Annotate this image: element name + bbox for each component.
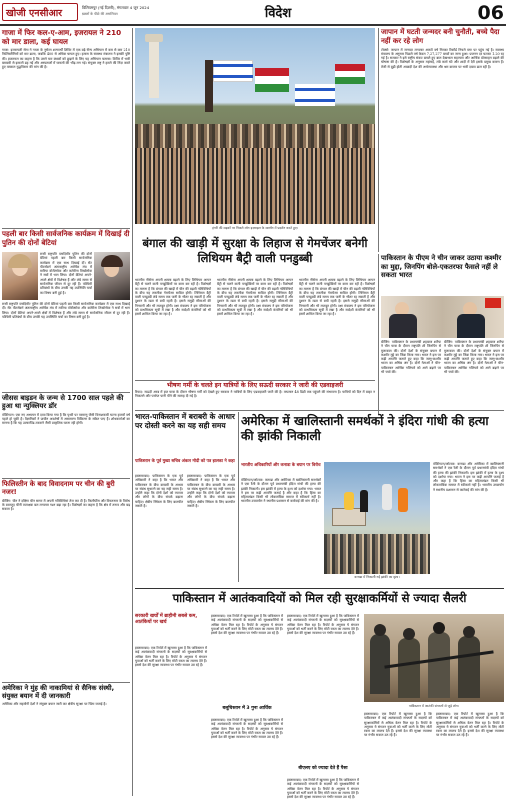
india-pak-headline: भारत-पाकिस्तान में बराबरी के आधार पर दोस्ती करने का यह सही समय bbox=[135, 412, 235, 431]
pak-china-body-col2: बीजिंग: पाकिस्तान के प्रधानमंत्री शहबाज शरीफ ने चीन यात्रा के दौरान राष्ट्रपति शी जिनपिंग से मुलाकात की। दोनों देशों के संयुक्त बयान में कश्मीर मुद्दे का जिक्र किया गया। भारत ने इस पर कड़ी आपत्ति जताते हुए कहा कि जम्मू-कश्मीर भारत का अभिन्न अंग है। दोनों नेताओं ने चीन-पाकिस्तान आर्थिक गलियारे को आगे बढ़ाने पर भी चर्चा की। bbox=[444, 340, 504, 375]
pak-salary-box1 bbox=[211, 706, 283, 716]
khalistan-headline-box bbox=[241, 414, 504, 460]
gaza-body: गाजा: इजरायली सेना ने गाजा के नुसेरत शरणार्थी शिविर में एक बड़े सैन्य अभियान में कम से कम 210 फिलिस्तीनियों को मार डाला, जबकि 400 से अधिक घायल हुए। हमास के स्वास्थ्य मंत्रालय ने इसकी पुष्टि की। इजरायल का कहना है कि उसने चार बंधकों को छुड़ाने के लिए यह अभियान चलाया। शिविर में भारी बमबारी से इमारतें ढह गईं और अस्पतालों में घायलों की भीड़ लग गई। संयुक्त राष्ट्र ने हमले की निंदा करते हुए तत्काल युद्धविराम की मांग की है। bbox=[2, 48, 130, 70]
bengal-body-block bbox=[135, 278, 375, 378]
china-headline: फिलिस्तीन के बाद विवादनाम पर चीन की बुरी नजर! bbox=[2, 480, 115, 497]
khalistan-kicker-box bbox=[241, 462, 321, 476]
khalistan-caption: कनाडा में निकाली गई झांकी का दृश्य। bbox=[354, 575, 400, 579]
india-pak-body-col1: इस्लामाबाद: पाकिस्तान के एक पूर्व अधिकारी ने कहा है कि भारत और पाकिस्तान के बीच बराबरी के आधार पर संबंध सुधारने का यह सही समय है। उन्होंने कहा कि दोनों देशों को व्यापार और लोगों के बीच संपर्क बढ़ाना चाहिए। क्षेत्रीय स्थिरता के लिए बातचीत जरूरी है। bbox=[135, 474, 183, 509]
putin-daughters-article bbox=[2, 230, 130, 390]
pak-china-headline: पाकिस्तान के पीएम ने चीन जाकर उठाया कश्मीर का मुद्दा, जिनपिंग बोले-एकतरफा फैसले नहीं ले सकता भारत bbox=[381, 254, 502, 280]
pak-militants-caption: पाकिस्तान में आतंकी संगठनों से जुड़े लोग। bbox=[408, 704, 460, 708]
us-body: अमेरिका और सहयोगी देशों ने संयुक्त बयान जारी कर क्षेत्रीय सुरक्षा पर चिंता जताई है। bbox=[2, 702, 107, 707]
israel-rally-photo bbox=[135, 28, 375, 224]
divider bbox=[135, 380, 375, 381]
india-pak-kicker: पाकिस्तान के पूर्व मुख्य सचिव अंकल मोदी को पत्र झलका ने कहा bbox=[135, 458, 235, 463]
us-article bbox=[2, 684, 130, 796]
logo-text: खोजी एनसीआर bbox=[6, 8, 63, 19]
putin-body: रूसी राष्ट्रपति व्लादिमीर पुतिन की दोनों बेटियां पहली बार किसी सार्वजनिक कार्यक्रम में एक साथ दिखाई दीं। सेंट पीटर्सबर्ग अंतरराष्ट्रीय आर्थिक मंच में मारिया वोरोंत्सोवा और कतेरीना तिखोनोवा ने सत्रों में भाग लिया। दोनों बेटियां अपने-अपने क्षेत्रों में विशेषज्ञ हैं और लंबे समय से सार्वजनिक जीवन से दूर रही हैं। पश्चिमी प्रतिबंधों के बीच उनकी यह उपस्थिति चर्चा का विषय बनी हुई है। bbox=[2, 302, 130, 319]
bengal-headline-box bbox=[135, 236, 375, 276]
pak-militants-photo bbox=[364, 614, 504, 702]
gaza-article bbox=[2, 28, 130, 228]
saudi-headline: भीषण गर्मी के चलते इन यात्रियों के लिए सऊदी सरकार ने जारी की एडवाइजरी bbox=[166, 382, 344, 389]
pak-salary-box1-title: बलूचिस्तान में 3 गुना आर्थिक bbox=[222, 706, 272, 711]
india-pak-body-col2: इस्लामाबाद: पाकिस्तान के एक पूर्व अधिकारी ने कहा है कि भारत और पाकिस्तान के बीच बराबरी के आधार पर संबंध सुधारने का यह सही समय है। उन्होंने कहा कि दोनों देशों को व्यापार और लोगों के बीच संपर्क बढ़ाना चाहिए। क्षेत्रीय स्थिरता के लिए बातचीत जरूरी है। bbox=[187, 474, 235, 509]
khalistan-kicker: भारतीय अधिकारियों और कनाडा के बयान पर विरोध bbox=[241, 462, 321, 467]
divider bbox=[2, 682, 130, 683]
pak-salary-box2 bbox=[287, 766, 359, 776]
biden-body: वॉशिंगटन: एक नए अध्ययन में दावा किया गया है कि पृथ्वी पर परमाणु जैसी विनाशकारी घटना हजारों वर्ष पहले हो चुकी है। वैज्ञानिकों ने प्राचीन अवशेषों में असामान्य विकिरण के संकेत पाए हैं। शोधकर्ताओं का मानना है कि यह उल्कापिंड टकराने जैसी प्राकृतिक घटना रही होगी। bbox=[2, 412, 130, 426]
gaza-headline: गाजा में फिर कल-ए-आम, इजरायल ने 210 को मार डाला, कई घायल bbox=[2, 28, 122, 46]
india-pak-kicker-box bbox=[135, 458, 235, 472]
pak-salary-kicker-box bbox=[135, 614, 207, 644]
saudi-advisory-box bbox=[135, 382, 375, 408]
masthead-rule bbox=[0, 24, 506, 26]
newspaper-logo bbox=[2, 3, 78, 21]
us-headline: अमेरिका ने मुंह की नाकामियां से सैनिक संस्थी, संयुक्त बयान में दी जानकारी bbox=[2, 684, 115, 701]
page-number: 06 bbox=[477, 2, 504, 24]
pak-china-body-col1: बीजिंग: पाकिस्तान के प्रधानमंत्री शहबाज शरीफ ने चीन यात्रा के दौरान राष्ट्रपति शी जिनपिंग से मुलाकात की। दोनों देशों के संयुक्त बयान में कश्मीर मुद्दे का जिक्र किया गया। भारत ने इस पर कड़ी आपत्ति जताते हुए कहा कि जम्मू-कश्मीर भारत का अभिन्न अंग है। दोनों नेताओं ने चीन-पाकिस्तान आर्थिक गलियारे को आगे बढ़ाने पर भी चर्चा की। bbox=[381, 340, 441, 375]
pak-china-body-block bbox=[381, 340, 504, 414]
china-article bbox=[2, 480, 130, 680]
pak-salary-body-col3b: इस्लामाबाद: एक रिपोर्ट में खुलासा हुआ है कि पाकिस्तान में कई आतंकवादी संगठनों के सदस्यों को सुरक्षाकर्मियों से अधिक वेतन मिल रहा है। रिपोर्ट के अनुसार ये संगठन युवाओं को भर्ती करने के लिए मोटी रकम का लालच देते हैं। इससे देश की सुरक्षा व्यवस्था पर गंभीर सवाल उठ रहे हैं। bbox=[287, 778, 359, 800]
pak-salary-body-col4: इस्लामाबाद: एक रिपोर्ट में खुलासा हुआ है कि पाकिस्तान में कई आतंकवादी संगठनों के सदस्यों को सुरक्षाकर्मियों से अधिक वेतन मिल रहा है। रिपोर्ट के अनुसार ये संगठन युवाओं को भर्ती करने के लिए मोटी रकम का लालच देते हैं। इससे देश की सुरक्षा व्यवस्था पर गंभीर सवाल उठ रहे हैं। bbox=[364, 712, 432, 738]
biden-headline: जीसस बाइडन के जन्म से 1700 साल पहले की हुआ था न्युक्लियर डॉर bbox=[2, 394, 124, 411]
pak-salary-body-col2: इस्लामाबाद: एक रिपोर्ट में खुलासा हुआ है कि पाकिस्तान में कई आतंकवादी संगठनों के सदस्यों को सुरक्षाकर्मियों से अधिक वेतन मिल रहा है। रिपोर्ट के अनुसार ये संगठन युवाओं को भर्ती करने के लिए मोटी रकम का लालच देते हैं। इससे देश की सुरक्षा व्यवस्था पर गंभीर सवाल उठ रहे हैं। bbox=[211, 614, 283, 636]
column-divider bbox=[132, 28, 133, 796]
japan-headline: जापान में घटती जन्मदर बनी चुनौती, बच्चे पैदा नहीं कर रहे लोग bbox=[381, 28, 500, 45]
date-line: विलियमपुर (नई दिल्ली), मंगलवार 4 जून 2024 bbox=[82, 5, 150, 10]
pak-salary-box2-title: बीएलए को ज्यादा देते हैं पैसा bbox=[298, 766, 348, 771]
japan-body: टोक्यो: जापान में जन्मदर लगातार आठवें वर्ष गिरकर रिकॉर्ड निचले स्तर पर पहुंच गई है। स्वास्थ्य मंत्रालय के अनुसार पिछले वर्ष केवल 7,27,277 बच्चों का जन्म हुआ। प्रजनन दर घटकर 1.20 रह गई है। सरकार ने इसे राष्ट्रीय संकट बताते हुए बाल देखभाल सहायता और आर्थिक प्रोत्साहन बढ़ाने की घोषणा की है। विशेषज्ञों के अनुसार महंगाई, लंबे कार्य घंटे और शादी में देरी इसके प्रमुख कारण हैं। तेजी से बूढ़ी होती आबादी देश की अर्थव्यवस्था और श्रम बाजार पर भारी दबाव डाल रही है। bbox=[381, 47, 504, 69]
khalistan-body-col2: वॉशिंगटन/ओटावा: कनाडा और अमेरिका में खालिस्तानी समर्थकों ने एक रैली के दौरान पूर्व प्रधानमंत्री इंदिरा गांधी की हत्या की झांकी निकाली। इस झांकी में हत्या के दृश्य को दर्शाया गया। भारत ने इस पर कड़ी आपत्ति जताई है और कहा है कि हिंसा का महिमामंडन किसी भी लोकतांत्रिक समाज में स्वीकार्य नहीं है। भारतीय उच्चायोग ने स्थानीय प्रशासन से कार्रवाई की मांग की है। bbox=[433, 462, 504, 492]
israel-rally-caption: हंगरी की सड़कों पर निकले लोग इज़राइल के समर्थन में प्रदर्शन करते हुए। bbox=[212, 226, 298, 230]
section-rule bbox=[135, 588, 504, 589]
china-body: बीजिंग: चीन ने दक्षिण चीन सागर में अपनी गतिविधियां तेज कर दी हैं। फिलीपींस और वियतनाम के विरोध के बावजूद चीनी तटरक्षक बल लगातार गश्त बढ़ा रहा है। विशेषज्ञों का कहना है कि क्षेत्र में तनाव और बढ़ सकता है। bbox=[2, 498, 130, 512]
pak-china-headline-box bbox=[381, 254, 504, 294]
india-pak-body-block bbox=[135, 474, 235, 582]
pak-salary-headline: पाकिस्तान में आतंकवादियों को मिल रही सुरक्षाकर्मियों से ज्यादा सैलरी bbox=[172, 591, 467, 605]
tagline: ख़बरों के पीछे की असलियत bbox=[82, 12, 118, 16]
putin-headline: पहली बार किसी सार्वजनिक कार्यक्रम में दिखाई दी पुतिन की दोनों बेटियां bbox=[2, 230, 130, 247]
pak-salary-body-col2b: इस्लामाबाद: एक रिपोर्ट में खुलासा हुआ है कि पाकिस्तान में कई आतंकवादी संगठनों के सदस्यों को सुरक्षाकर्मियों से अधिक वेतन मिल रहा है। रिपोर्ट के अनुसार ये संगठन युवाओं को भर्ती करने के लिए मोटी रकम का लालच देते हैं। इससे देश की सुरक्षा व्यवस्था पर गंभीर सवाल उठ रहे हैं। bbox=[211, 718, 283, 740]
putin-daughter-photo-2 bbox=[94, 252, 130, 300]
divider bbox=[135, 410, 504, 411]
khalistan-body-col1: वॉशिंगटन/ओटावा: कनाडा और अमेरिका में खालिस्तानी समर्थकों ने एक रैली के दौरान पूर्व प्रधानमंत्री इंदिरा गांधी की हत्या की झांकी निकाली। इस झांकी में हत्या के दृश्य को दर्शाया गया। भारत ने इस पर कड़ी आपत्ति जताई है और कहा है कि हिंसा का महिमामंडन किसी भी लोकतांत्रिक समाज में स्वीकार्य नहीं है। भारतीय उच्चायोग ने स्थानीय प्रशासन से कार्रवाई की मांग की है। bbox=[241, 478, 321, 504]
pak-salary-body-col5: इस्लामाबाद: एक रिपोर्ट में खुलासा हुआ है कि पाकिस्तान में कई आतंकवादी संगठनों के सदस्यों को सुरक्षाकर्मियों से अधिक वेतन मिल रहा है। रिपोर्ट के अनुसार ये संगठन युवाओं को भर्ती करने के लिए मोटी रकम का लालच देते हैं। इससे देश की सुरक्षा व्यवस्था पर गंभीर सवाल उठ रहे हैं। bbox=[436, 712, 504, 738]
biden-article bbox=[2, 394, 130, 478]
pak-salary-kicker: सरकारी खर्चों में ब्राहीमी सबसे कम, आतंकियों पर खर्च bbox=[135, 614, 198, 625]
page-number-box bbox=[464, 1, 506, 25]
section-title: विदेश bbox=[264, 6, 292, 21]
masthead bbox=[0, 0, 506, 26]
saudi-body: रियाद: सऊदी अरब में हज यात्रा के दौरान भीषण गर्मी को देखते हुए सरकार ने यात्रियों के लिए एडवाइजरी जारी की है। तापमान 48 डिग्री तक पहुंचने की संभावना है। यात्रियों को दिन में बाहर न निकलने और पर्याप्त पानी पीने की सलाह दी गई है। bbox=[135, 390, 375, 399]
india-pak-headline-box bbox=[135, 412, 235, 456]
divider bbox=[2, 478, 130, 479]
bengal-body-col3: भारतीय नौसेना अपनी क्षमता बढ़ाने के लिए लिथियम आयन बैट्री से चलने वाली पनडुब्बियों पर काम कर रही है। विशेषज्ञों का मानना है कि बंगाल की खाड़ी में चीन की बढ़ती गतिविधियों के बीच यह तकनीक गेमचेंजर साबित होगी। लिथियम बैट्री वाली पनडुब्बी लंबे समय तक पानी के भीतर रह सकती है और दुश्मन के रडार से बची रहती है। इससे समुद्री सीमाओं की निगरानी और भी मजबूत होगी। रक्षा मंत्रालय ने इस परियोजना को प्राथमिकता सूची में रखा है और स्वदेशी कंपनियों को भी इसमें शामिल किया जा रहा है। bbox=[299, 278, 375, 317]
bengal-body-col1: भारतीय नौसेना अपनी क्षमता बढ़ाने के लिए लिथियम आयन बैट्री से चलने वाली पनडुब्बियों पर काम कर रही है। विशेषज्ञों का मानना है कि बंगाल की खाड़ी में चीन की बढ़ती गतिविधियों के बीच यह तकनीक गेमचेंजर साबित होगी। लिथियम बैट्री वाली पनडुब्बी लंबे समय तक पानी के भीतर रह सकती है और दुश्मन के रडार से बची रहती है। इससे समुद्री सीमाओं की निगरानी और भी मजबूत होगी। रक्षा मंत्रालय ने इस परियोजना को प्राथमिकता सूची में रखा है और स्वदेशी कंपनियों को भी इसमें शामिल किया जा रहा है। bbox=[135, 278, 211, 317]
column-divider bbox=[378, 254, 379, 414]
bengal-body-col2: भारतीय नौसेना अपनी क्षमता बढ़ाने के लिए लिथियम आयन बैट्री से चलने वाली पनडुब्बियों पर काम कर रही है। विशेषज्ञों का मानना है कि बंगाल की खाड़ी में चीन की बढ़ती गतिविधियों के बीच यह तकनीक गेमचेंजर साबित होगी। लिथियम बैट्री वाली पनडुब्बी लंबे समय तक पानी के भीतर रह सकती है और दुश्मन के रडार से बची रहती है। इससे समुद्री सीमाओं की निगरानी और भी मजबूत होगी। रक्षा मंत्रालय ने इस परियोजना को प्राथमिकता सूची में रखा है और स्वदेशी कंपनियों को भी इसमें शामिल किया जा रहा है। bbox=[217, 278, 293, 317]
divider bbox=[2, 228, 130, 229]
pak-salary-headline-box bbox=[135, 590, 504, 612]
pak-salary-body-col1: इस्लामाबाद: एक रिपोर्ट में खुलासा हुआ है कि पाकिस्तान में कई आतंकवादी संगठनों के सदस्यों को सुरक्षाकर्मियों से अधिक वेतन मिल रहा है। रिपोर्ट के अनुसार ये संगठन युवाओं को भर्ती करने के लिए मोटी रकम का लालच देते हैं। इससे देश की सुरक्षा व्यवस्था पर गंभीर सवाल उठ रहे हैं। bbox=[135, 646, 207, 668]
pak-salary-body-col3: इस्लामाबाद: एक रिपोर्ट में खुलासा हुआ है कि पाकिस्तान में कई आतंकवादी संगठनों के सदस्यों को सुरक्षाकर्मियों से अधिक वेतन मिल रहा है। रिपोर्ट के अनुसार ये संगठन युवाओं को भर्ती करने के लिए मोटी रकम का लालच देते हैं। इससे देश की सुरक्षा व्यवस्था पर गंभीर सवाल उठ रहे हैं। bbox=[287, 614, 359, 636]
putin-daughter-photo-1 bbox=[2, 252, 38, 300]
divider bbox=[2, 392, 130, 393]
khalistan-float-photo bbox=[324, 462, 430, 574]
column-divider bbox=[378, 28, 379, 252]
bengal-headline: बंगाल की खाड़ी में सुरक्षा के लिहाज से गेमचेंजर बनेगी लिथियम बैट्री वाली पनडुब्बी bbox=[142, 236, 368, 265]
khalistan-headline: अमेरिका में खालिस्तानी समर्थकों ने इंदिरा गांधी की हत्या की झांकी निकाली bbox=[241, 414, 489, 443]
japan-article bbox=[381, 28, 504, 252]
column-divider bbox=[238, 412, 239, 582]
sharif-xi-photo bbox=[381, 296, 504, 338]
putin-body-inset: रूसी राष्ट्रपति व्लादिमीर पुतिन की दोनों बेटियां पहली बार किसी सार्वजनिक कार्यक्रम में एक साथ दिखाई दीं। सेंट पीटर्सबर्ग अंतरराष्ट्रीय आर्थिक मंच में मारिया वोरोंत्सोवा और कतेरीना तिखोनोवा ने सत्रों में भाग लिया। दोनों बेटियां अपने-अपने क्षेत्रों में विशेषज्ञ हैं और लंबे समय से सार्वजनिक जीवन से दूर रही हैं। पश्चिमी प्रतिबंधों के बीच उनकी यह उपस्थिति चर्चा का विषय बनी हुई है। bbox=[40, 252, 92, 295]
